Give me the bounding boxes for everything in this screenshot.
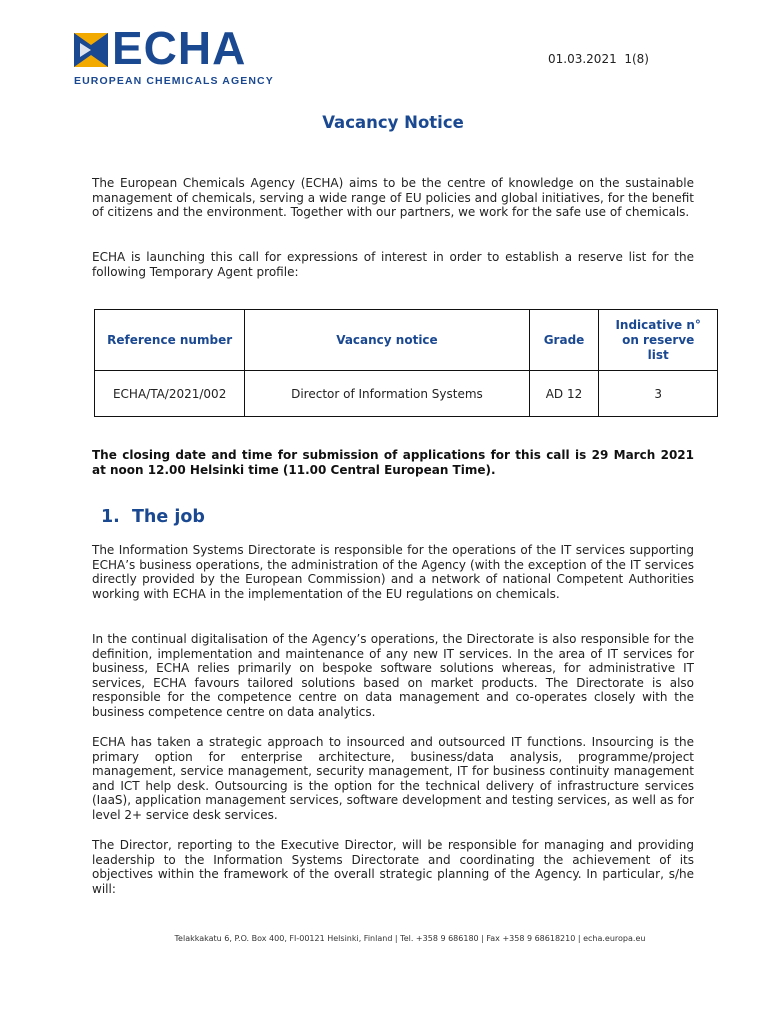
- intro-paragraph-2: ECHA is launching this call for expressions of interest in order to establish a reserve list for the following Temporary Agent profile:: [92, 250, 694, 279]
- cell-vacancy: Director of Information Systems: [245, 371, 529, 417]
- header-vacancy-notice: Vacancy notice: [245, 310, 529, 371]
- header-reserve-list: Indicative n° on reserve list: [599, 310, 718, 371]
- table-row: [95, 371, 718, 417]
- vacancy-table: [94, 309, 718, 417]
- intro-paragraph-1: The European Chemicals Agency (ECHA) aims to be the centre of knowledge on the sustainable management of chemicals, serving a wide range of EU policies and global initiatives, for the benefit of citizens and the environment. Together with our partners, we work for the safe use of chemicals.: [92, 176, 694, 220]
- section-number: 1.: [101, 507, 120, 527]
- document-date: 01.03.2021: [548, 52, 617, 66]
- page-title: Vacancy Notice: [322, 113, 464, 132]
- logo-brand-text: ECHA: [112, 22, 247, 74]
- job-paragraph-1: The Information Systems Directorate is responsible for the operations of the IT services supporting ECHA’s business operations, the administration of the Agency (with the exception of the IT services directly provided by the European Commission) and a network of national Competent Authorities working with ECHA in the implementation of the EU regulations on chemicals.: [92, 543, 694, 601]
- echa-logo: [74, 22, 294, 90]
- job-paragraph-3: ECHA has taken a strategic approach to insourced and outsourced IT functions. Insourcing is the primary option for enterprise architecture, business/data analysis, programme/project management, service management, security management, IT for business continuity management and ICT help desk. Outsourcing is the option for the technical delivery of infrastructure services (IaaS), application management services, software development and testing services, as well as for level 2+ service desk services.: [92, 735, 694, 822]
- table-header-row: [95, 310, 718, 371]
- logo-subtitle: EUROPEAN CHEMICALS AGENCY: [74, 75, 274, 87]
- cell-grade: AD 12: [529, 371, 599, 417]
- section-heading-job: [101, 507, 205, 527]
- closing-date-notice: The closing date and time for submission of applications for this call is 29 March 2021 at noon 12.00 Helsinki time (11.00 Central European Time).: [92, 448, 694, 477]
- cell-reserve-count: 3: [599, 371, 718, 417]
- header-reference-number: Reference number: [95, 310, 245, 371]
- page-footer: Telakkakatu 6, P.O. Box 400, FI-00121 Helsinki, Finland | Tel. +358 9 686180 | Fax +358 9 68618210 | echa.europa.eu: [174, 934, 646, 943]
- job-paragraph-2: In the continual digitalisation of the Agency’s operations, the Directorate is also responsible for the definition, implementation and maintenance of any new IT services. In the area of IT services for business, ECHA relies primarily on bespoke software solutions whereas, for administrative IT services, ECHA favours tailored solutions based on market products. The Directorate is also responsible for the competence centre on data management and co-operates closely with the business competence centre on data analytics.: [92, 632, 694, 719]
- job-paragraph-4: The Director, reporting to the Executive Director, will be responsible for managing and providing leadership to the Information Systems Directorate and coordinating the achievement of its objectives within the framework of the overall strategic planning of the Agency. In particular, s/he will:: [92, 838, 694, 896]
- header-grade: Grade: [529, 310, 599, 371]
- cell-reference: ECHA/TA/2021/002: [95, 371, 245, 417]
- header-date-page: [548, 52, 649, 66]
- section-title: The job: [132, 507, 205, 527]
- echa-logo-icon: [74, 33, 108, 67]
- page-indicator: 1(8): [624, 52, 649, 66]
